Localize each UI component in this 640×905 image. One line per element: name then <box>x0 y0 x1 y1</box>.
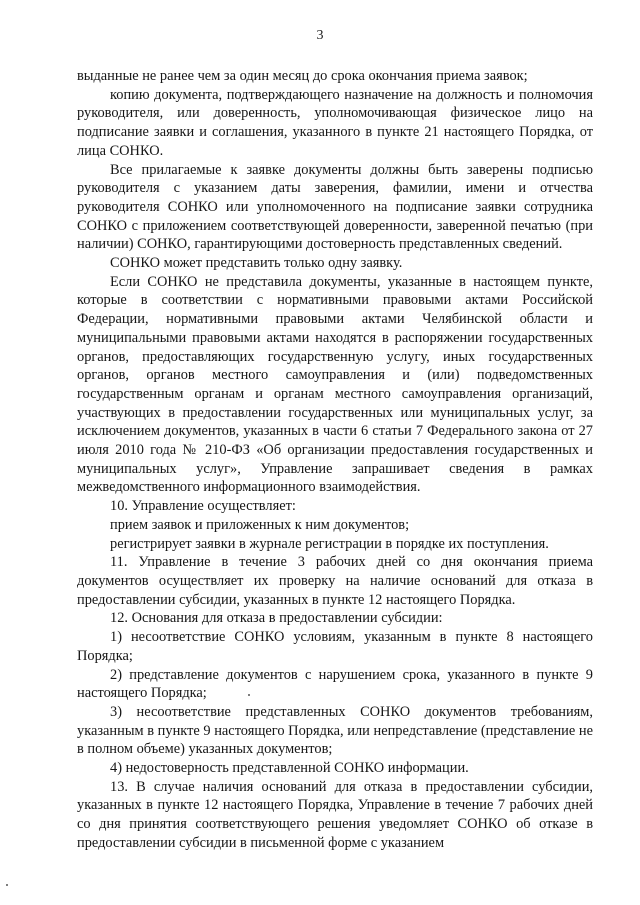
paragraph: регистрирует заявки в журнале регистрации в порядке их поступления. <box>110 535 549 552</box>
paragraph: СОНКО может представить только одну заявку. <box>110 255 403 272</box>
page-number: 3 <box>316 28 324 43</box>
paragraph: Все прилагаемые к заявке документы должны быть заверены подписью руководителя с указанием даты заверения, фамилии, имени и отчества руководителя СОНКО или уполномоченного на подписание заявки сотрудника СОНКО с приложением соответствующей доверенности, заверенной печатью (при наличии) СОНКО, гарантирующими достоверность представленных сведений. <box>77 161 593 253</box>
paragraph: 10. Управление осуществляет: <box>110 498 296 515</box>
scan-speck <box>6 884 8 886</box>
paragraph: выданные не ранее чем за один месяц до срока окончания приема заявок; <box>77 68 528 84</box>
paragraph: 2) представление документов с нарушением срока, указанного в пункте 9 настоящего Порядка; <box>77 666 593 702</box>
paragraph: 4) недостоверность представленной СОНКО информации. <box>110 760 469 777</box>
document-body <box>77 67 593 853</box>
paragraph: 12. Основания для отказа в предоставлении субсидии: <box>110 610 443 627</box>
paragraph: 3) несоответствие представленных СОНКО документов требованиям, указанным в пункте 9 настоящего Порядка, или непредставление (представление не в полном объеме) указанных документов; <box>77 703 593 758</box>
paragraph: копию документа, подтверждающего назначение на должность и полномочия руководителя, или доверенность, уполномочивающая физическое лицо на подписание заявки и соглашения, указанного в пункте 21 настоящего Порядка, от лица СОНКО. <box>77 86 593 159</box>
paragraph: Если СОНКО не представила документы, указанные в настоящем пункте, которые в соответствии с нормативными правовыми актами Российской Федерации, нормативными правовыми актами Челябинской области и муниципальными правовыми актами находятся в распоряжении государственных органов, предоставляющих государственную услугу, иных государственных органов, органов местного самоуправления и (или) подведомственных государственным органам и органам местного самоуправления организаций, участвующих в предоставлении государственных или муниципальных услуг, за исключением документов, указанных в части 6 статьи 7 Федерального закона от 27 июля 2010 года № 210-ФЗ «Об организации предоставления государственных и муниципальных услуг», Управление запрашивает сведения в рамках межведомственного информационного взаимодействия. <box>77 273 593 496</box>
paragraph: 13. В случае наличия оснований для отказа в предоставлении субсидии, указанных в пункте 12 настоящего Порядка, Управление в течение 7 рабочих дней со дня принятия соответствующего решения уведомляет СОНКО об отказе в предоставлении субсидии в письменной форме с указанием <box>77 778 593 851</box>
scan-speck <box>248 694 250 696</box>
paragraph: 11. Управление в течение 3 рабочих дней со дня окончания приема документов осуществляет их проверку на наличие оснований для отказа в предоставлении субсидии, указанных в пункте 12 настоящего Порядка. <box>77 554 593 608</box>
paragraph: прием заявок и приложенных к ним документов; <box>110 516 410 533</box>
paragraph: 1) несоответствие СОНКО условиям, указанным в пункте 8 настоящего Порядка; <box>77 629 593 664</box>
